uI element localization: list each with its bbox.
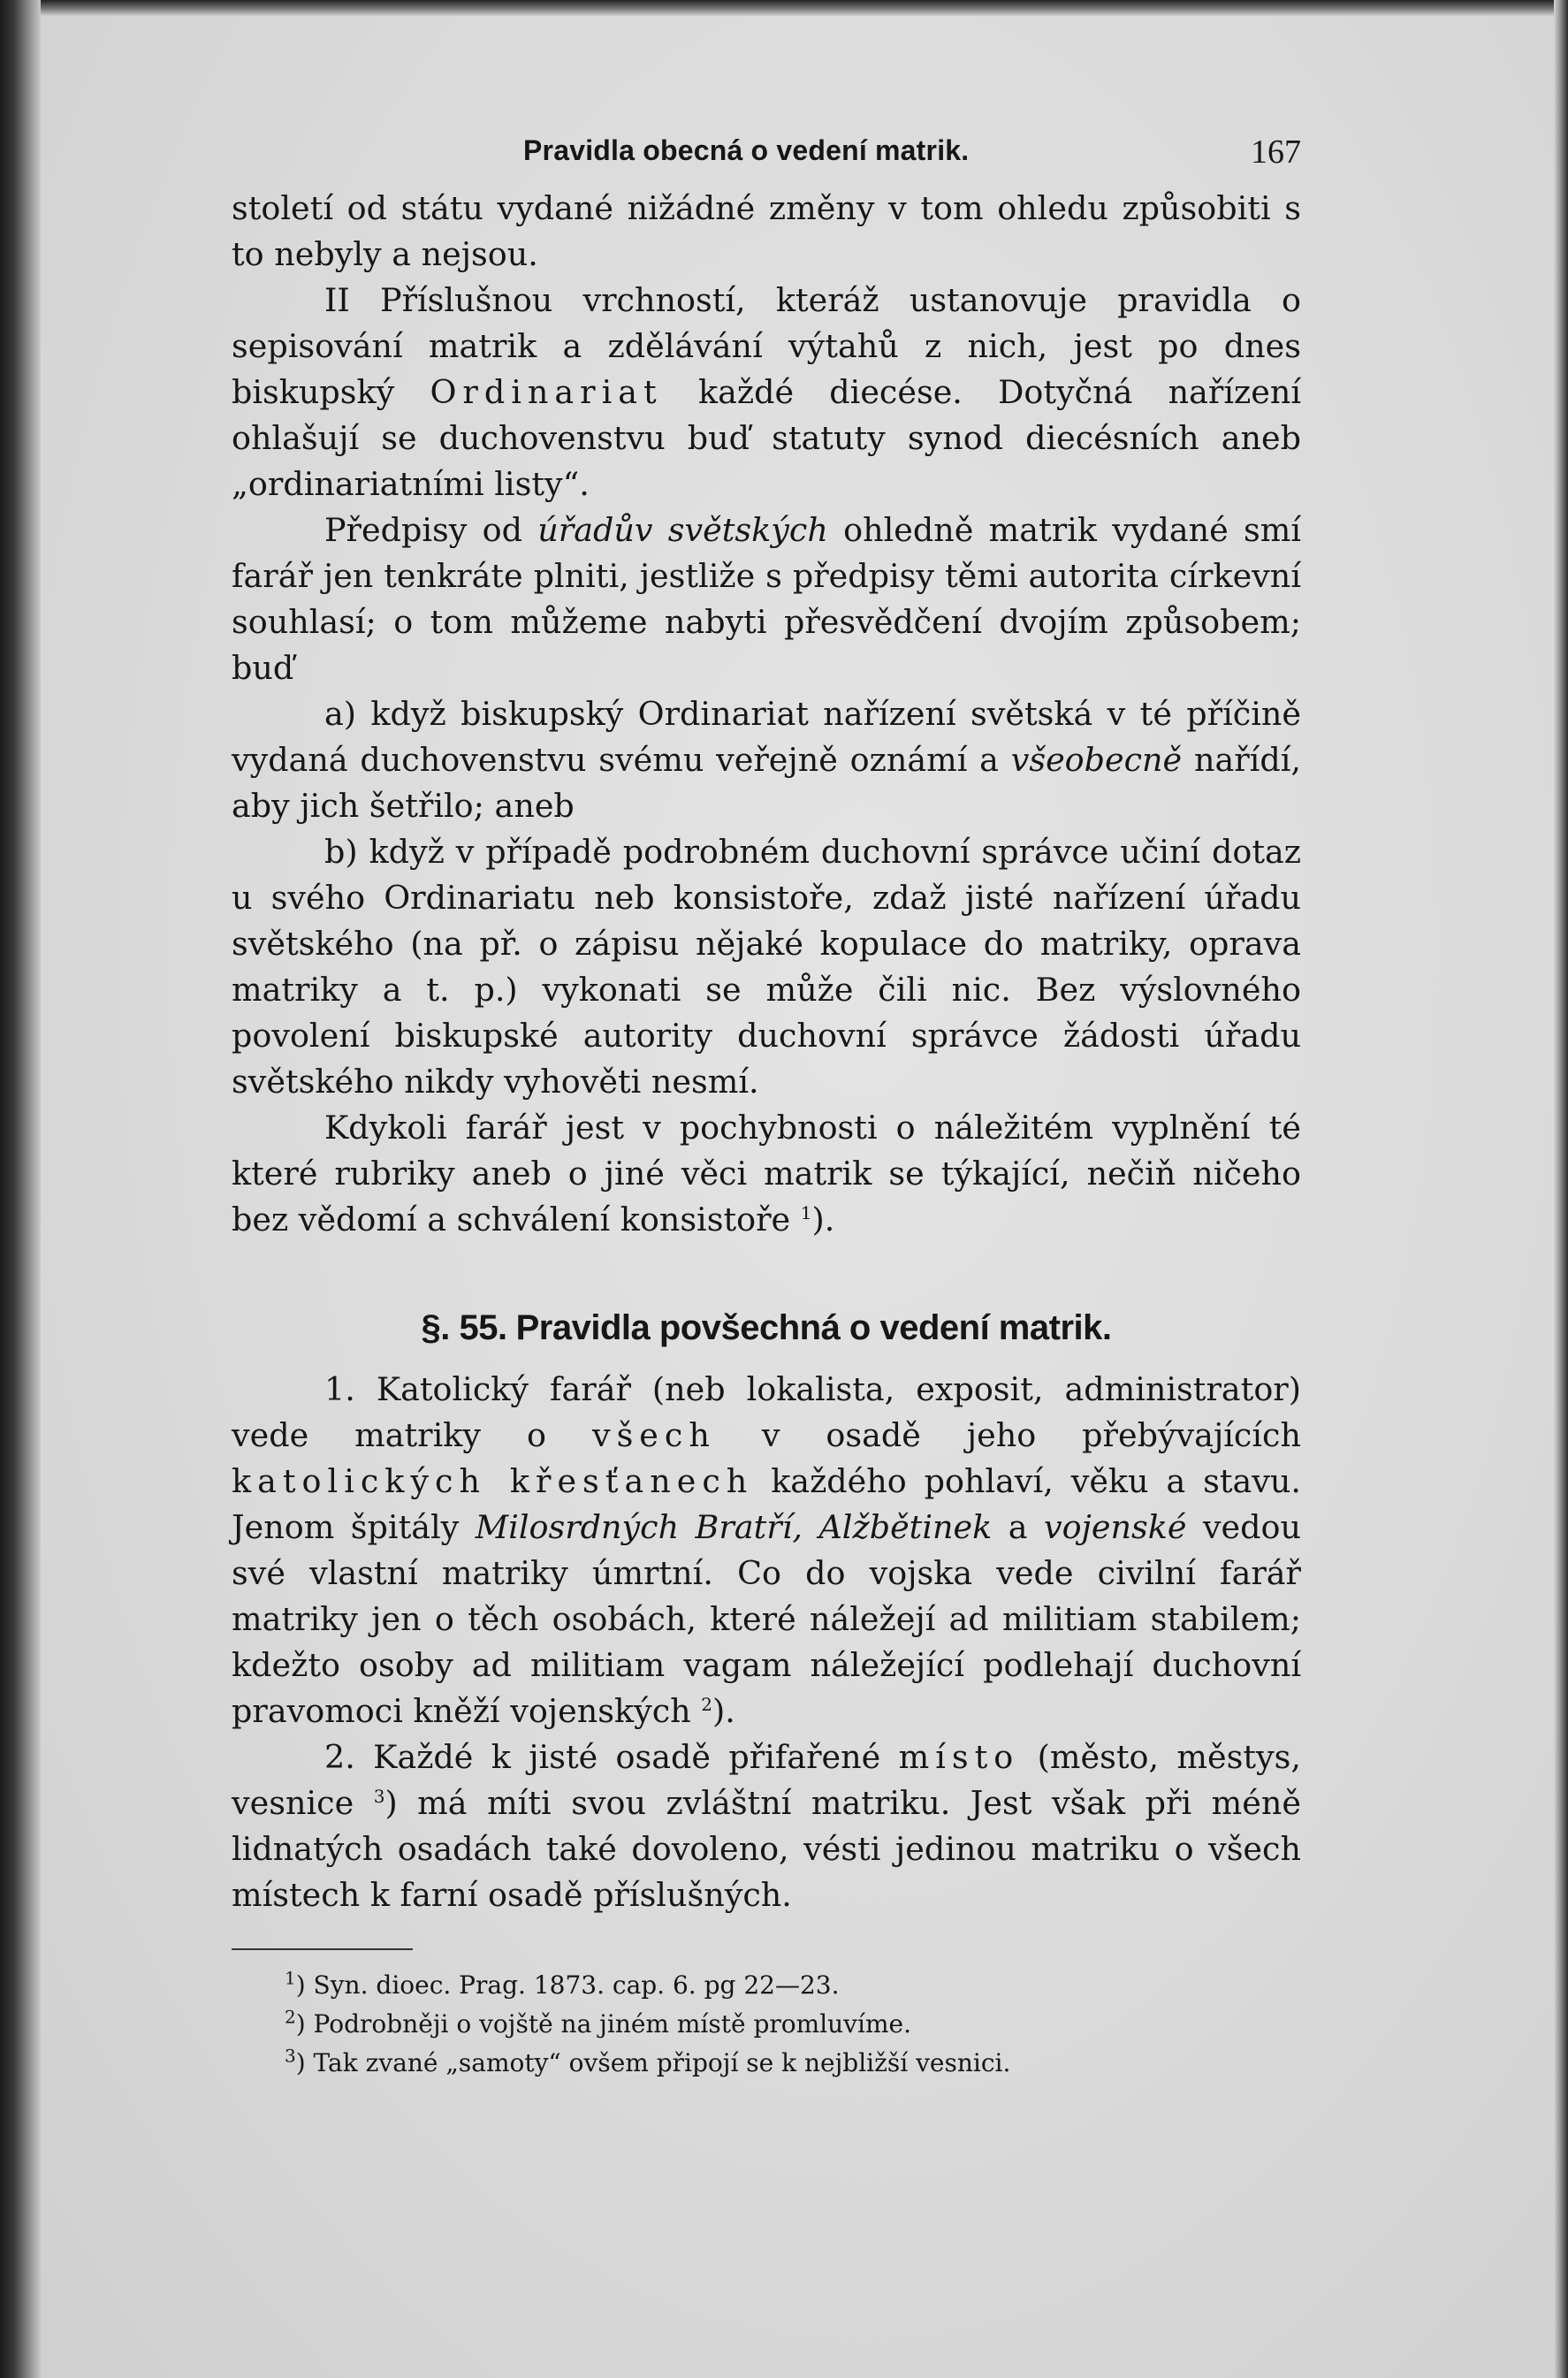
paragraph-case-a [232,691,1301,829]
footnote-text: ) Syn. dioec. Prag. 1873. cap. 6. pg 22—23. [295,1970,840,2000]
footnote-divider [232,1948,413,1950]
text-run: 2. Každé k jisté osadě přifařené [324,1738,881,1776]
text-run: každého pohlaví, věku a stavu. Jenom špitály [232,1462,1301,1546]
page-header [232,133,1301,186]
footnote-mark: 1 [285,1967,296,1989]
text-run: nařídí, aby jich šetřilo; aneb [232,741,1301,825]
footnote-text: ) Tak zvané „samoty“ ovšem připojí se k nejbližší vesnici. [295,2048,1011,2077]
italic-term: vojenské [1043,1508,1187,1546]
text-run: Předpisy od [324,511,522,549]
text-run: 1. Katolický farář (neb lokalista, exposit, administrator) vede matriky o [232,1370,1301,1454]
footnote-mark: 3 [285,2045,296,2067]
text-run: každé diecése. Dotyčná nařízení ohlašují se duchovenstvu buď statuty synod diecésních aneb „ordinariatními listy“. [232,373,1302,503]
paragraph-secular-regulations [232,507,1301,691]
text-run: ). [712,1692,735,1730]
footnote-3 [285,2044,1301,2083]
text-run: ). [811,1200,835,1239]
scan-right-edge [1554,0,1568,2378]
paragraph-case-b: b) když v případě podrobném duchovní správce učiní dotaz u svého Ordinariatu neb konsistoře, zdaž jisté nařízení úřadu světského (na př. o zápisu nějaké kopulace do matriky, oprava matriky a t. p.) vykonati se může čili nic. Bez výslovného povolení biskupské autority duchovní správce žádosti úřadu světského nikdy vyhověti nesmí. [232,833,1301,1101]
italic-term: úřadův světských [537,511,828,549]
text-run: Kdykoli farář jest v pochybnosti o náležitém vyplnění té které rubriky aneb o jiné věci matrik se týkající, nečiň ničeho bez vědomí a schválení konsistoře [232,1109,1301,1239]
section-heading [232,1307,1301,1349]
footnote-ref[interactable]: 3 [373,1785,385,1807]
italic-term: Milosrdných Bratří, Alžbětinek [475,1508,993,1546]
text-run: v osadě jeho přebývajících [761,1416,1301,1454]
text-run: vedou své vlastní matriky úmrtní. Co do vojska vede civilní farář matriky jen o těch osobách, které náležejí ad militiam stabilem; kdežto osoby ad militiam vagam náležející podlehají duchovní pravomoci kněží vojenských [232,1508,1301,1730]
paragraph-doubt [232,1105,1301,1243]
text-run: a [1008,1508,1028,1546]
italic-term: všeobecně [1010,741,1183,779]
text-run: ohledně matrik vydané smí farář jen tenkráte plniti, jestliže s předpisy těmi autorita církevní souhlasí; o tom můžeme nabyti přesvědčení dvojím způsobem; buď [232,511,1302,687]
paragraph-rule-2 [232,1734,1301,1918]
footnote-text: ) Podrobněji o vojště na jiném místě promluvíme. [295,2009,911,2039]
paragraph-rule-1 [232,1367,1301,1734]
book-spine-shadow [0,0,41,2378]
paragraph-continuation: století od státu vydané nižádné změny v tom ohledu způsobiti s to nebyly a nejsou. [232,189,1301,273]
footnote-ref[interactable]: 2 [701,1693,712,1715]
spaced-term: všech [591,1416,716,1454]
text-run: II Příslušnou vrchností, kteráž ustanovuje pravidla o sepisování matrik a zdělávání výtahů z nich, jest po dnes biskupský [232,281,1301,411]
running-title: Pravidla obecná o vedení matrik. [523,134,970,166]
spaced-term: místo [898,1738,1020,1776]
section-symbol: §. 55. [421,1308,507,1347]
footnote-2 [285,2005,1301,2044]
footnote-1 [285,1966,1301,2005]
spaced-term-ordinariat: Ordinariat [430,373,663,411]
text-run: a) když biskupský Ordinariat nařízení světská v té příčině vydaná duchovenstvu svému veřejně oznámí a [232,695,1301,779]
footnote-mark: 2 [285,2006,296,2028]
text-run: ) má míti svou zvláštní matriku. Jest však při méně lidnatých osadách také dovoleno, vésti jedinou matriku o všech místech k farní osadě příslušných. [232,1784,1301,1914]
paragraph-ordinariat [232,278,1301,507]
footnote-ref[interactable]: 1 [800,1201,812,1223]
page-number: 167 [1251,133,1301,171]
page-text-block [232,133,1301,2083]
text-run: (město, městys, vesnice [232,1738,1301,1822]
scan-top-edge [0,0,1568,16]
section-title: Pravidla povšechná o vedení matrik. [515,1308,1112,1347]
spaced-term: katolických křesťanech [232,1462,754,1500]
